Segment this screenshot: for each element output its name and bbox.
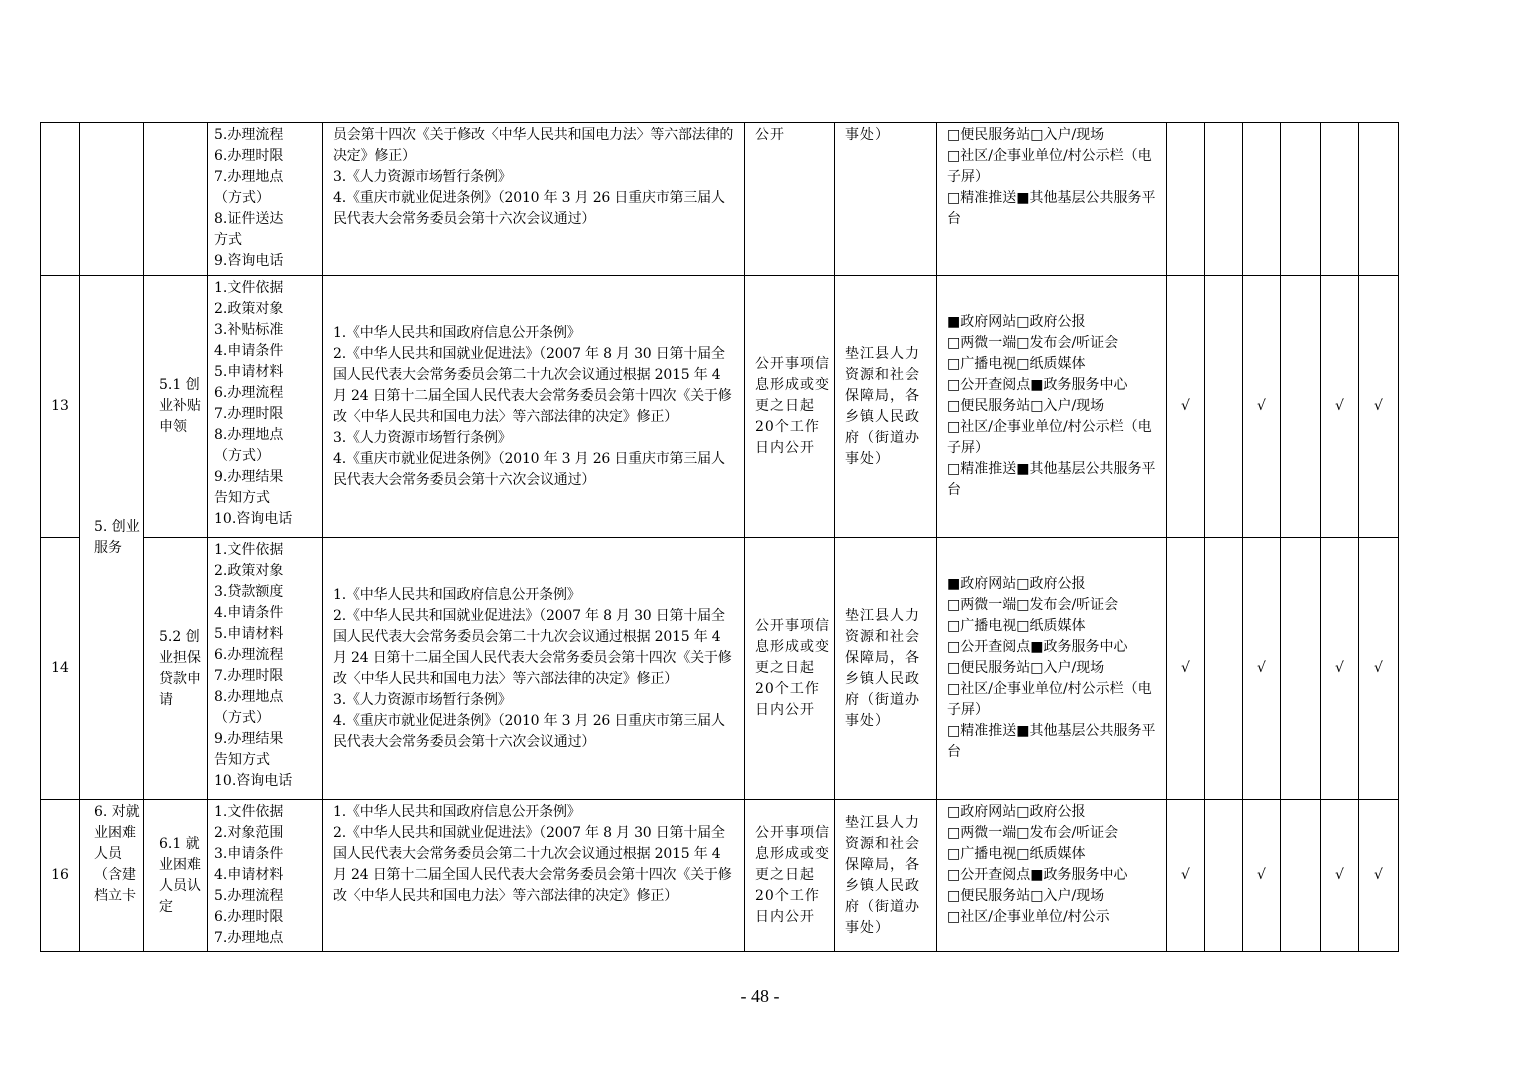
check-cell: √ (1243, 800, 1281, 952)
department-cell: 事处） (835, 123, 937, 276)
check-cell (1205, 538, 1243, 800)
check-cell: √ (1243, 276, 1281, 538)
time-limit-cell: 公开 (745, 123, 835, 276)
check-cell: √ (1167, 800, 1205, 952)
seq-cell (41, 123, 80, 276)
category-cell (80, 123, 144, 276)
basis-cell: 1.《中华人民共和国政府信息公开条例》 2.《中华人民共和国就业促进法》（2007 年 8 月 30 日第十届全国人民代表大会常务委员会第二十九次会议通过根据 2015 年 4 月 24 日第十二届全国人民代表大会常务委员会第十四次《关于修改〈中华人民共和国电力法〉等六部法律的决定》修正） 3.《人力资源市场暂行条例》 4.《重庆市就业促进条例》（2010 年 3 月 26 日重庆市第三届人民代表大会常务委员会第十六次会议通过） (323, 276, 745, 538)
check-cell (1205, 800, 1243, 952)
check-cell: √ (1167, 538, 1205, 800)
department-cell: 垫江县人力资源和社会保障局，各乡镇人民政府（街道办事处） (835, 800, 937, 952)
time-limit-cell: 公开事项信息形成或变更之日起 20个工作日内公开 (745, 800, 835, 952)
table-row (41, 800, 1399, 952)
channels-cell: □便民服务站□入户/现场 □社区/企事业单位/村公示栏（电子屏） □精准推送■其他基层公共服务平台 (937, 123, 1167, 276)
check-cell: √ (1359, 538, 1399, 800)
channels-cell: □政府网站□政府公报 □两微一端□发布会/听证会 □广播电视□纸质媒体 □公开查阅点■政务服务中心 □便民服务站□入户/现场 □社区/企事业单位/村公示 (937, 800, 1167, 952)
channels-cell: ■政府网站□政府公报 □两微一端□发布会/听证会 □广播电视□纸质媒体 □公开查阅点■政务服务中心 □便民服务站□入户/现场 □社区/企事业单位/村公示栏（电子屏） □精准推送■其他基层公共服务平台 (937, 538, 1167, 800)
table-row (41, 123, 1399, 276)
seq-cell: 16 (41, 800, 80, 952)
department-cell: 垫江县人力资源和社会保障局，各乡镇人民政府（街道办事处） (835, 538, 937, 800)
check-cell (1281, 276, 1321, 538)
category-cell: 5. 创业服务 (80, 276, 144, 800)
check-cell (1281, 538, 1321, 800)
time-limit-cell: 公开事项信息形成或变更之日起 20个工作日内公开 (745, 276, 835, 538)
page-number: - 48 - (740, 986, 780, 1006)
check-cell: √ (1243, 538, 1281, 800)
check-cell (1243, 123, 1281, 276)
check-cell (1167, 123, 1205, 276)
check-cell (1281, 800, 1321, 952)
basis-cell: 1.《中华人民共和国政府信息公开条例》 2.《中华人民共和国就业促进法》（2007 年 8 月 30 日第十届全国人民代表大会常务委员会第二十九次会议通过根据 2015 年 4 月 24 日第十二届全国人民代表大会常务委员会第十四次《关于修改〈中华人民共和国电力法〉等六部法律的决定》修正） (323, 800, 745, 952)
check-cell: √ (1359, 800, 1399, 952)
subitem-cell: 6.1 就业困难人员认定 (144, 800, 208, 952)
content-cell: 1.文件依据 2.对象范围 3.申请条件 4.申请材料 5.办理流程 6.办理时限 7.办理地点 (208, 800, 323, 952)
check-cell: √ (1321, 276, 1359, 538)
basis-cell: 1.《中华人民共和国政府信息公开条例》 2.《中华人民共和国就业促进法》（2007 年 8 月 30 日第十届全国人民代表大会常务委员会第二十九次会议通过根据 2015 年 4 月 24 日第十二届全国人民代表大会常务委员会第十四次《关于修改〈中华人民共和国电力法〉等六部法律的决定》修正） 3.《人力资源市场暂行条例》 4.《重庆市就业促进条例》（2010 年 3 月 26 日重庆市第三届人民代表大会常务委员会第十六次会议通过） (323, 538, 745, 800)
check-cell: √ (1359, 276, 1399, 538)
check-cell: √ (1167, 276, 1205, 538)
seq-cell: 14 (41, 538, 80, 800)
check-cell (1205, 276, 1243, 538)
subitem-cell: 5.2 创业担保贷款申请 (144, 538, 208, 800)
table-row (41, 276, 1399, 538)
check-cell (1321, 123, 1359, 276)
content-cell: 5.办理流程 6.办理时限 7.办理地点 （方式） 8.证件送达 方式 9.咨询电话 (208, 123, 323, 276)
disclosure-table (40, 122, 1399, 952)
check-cell: √ (1321, 538, 1359, 800)
seq-cell: 13 (41, 276, 80, 538)
basis-cell: 员会第十四次《关于修改〈中华人民共和国电力法〉等六部法律的决定》修正） 3.《人力资源市场暂行条例》 4.《重庆市就业促进条例》（2010 年 3 月 26 日重庆市第三届人民代表大会常务委员会第十六次会议通过） (323, 123, 745, 276)
category-cell: 6. 对就业困难人员（含建档立卡 (80, 800, 144, 952)
time-limit-cell: 公开事项信息形成或变更之日起 20个工作日内公开 (745, 538, 835, 800)
channels-cell: ■政府网站□政府公报 □两微一端□发布会/听证会 □广播电视□纸质媒体 □公开查阅点■政务服务中心 □便民服务站□入户/现场 □社区/企事业单位/村公示栏（电子屏） □精准推送■其他基层公共服务平台 (937, 276, 1167, 538)
department-cell: 垫江县人力资源和社会保障局，各乡镇人民政府（街道办事处） (835, 276, 937, 538)
check-cell: √ (1321, 800, 1359, 952)
table-row (41, 538, 1399, 800)
check-cell (1281, 123, 1321, 276)
subitem-cell: 5.1 创业补贴申领 (144, 276, 208, 538)
content-cell: 1.文件依据 2.政策对象 3.贷款额度 4.申请条件 5.申请材料 6.办理流程 7.办理时限 8.办理地点 （方式） 9.办理结果 告知方式 10.咨询电话 (208, 538, 323, 800)
check-cell (1359, 123, 1399, 276)
check-cell (1205, 123, 1243, 276)
content-cell: 1.文件依据 2.政策对象 3.补贴标准 4.申请条件 5.申请材料 6.办理流程 7.办理时限 8.办理地点 （方式） 9.办理结果 告知方式 10.咨询电话 (208, 276, 323, 538)
subitem-cell (144, 123, 208, 276)
